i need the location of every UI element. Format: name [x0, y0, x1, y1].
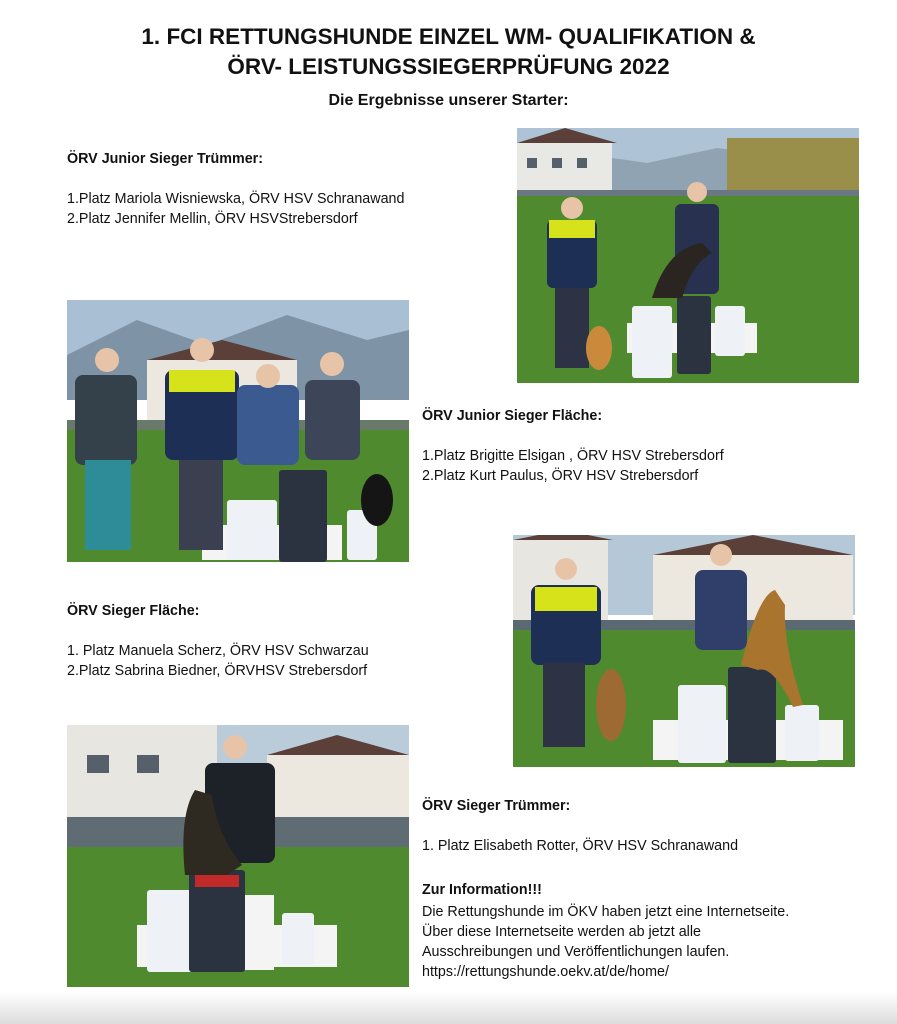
info-line: Die Rettungshunde im ÖKV haben jetzt eine Internetseite. — [422, 904, 790, 920]
section-heading: ÖRV Junior Sieger Fläche: — [422, 408, 603, 424]
photo-junior-truemmer-winners — [517, 128, 859, 383]
result-entry: 2.Platz Kurt Paulus, ÖRV HSV Strebersdorf — [422, 468, 699, 484]
results-subtitle: Die Ergebnisse unserer Starter: — [328, 92, 569, 109]
title-line-2: ÖRV- LEISTUNGSSIEGERPRÜFUNG 2022 — [227, 54, 670, 79]
result-entry: 2.Platz Sabrina Biedner, ÖRVHSV Strebersdorf — [67, 663, 368, 679]
info-line: Über diese Internetseite werden ab jetzt alle — [422, 924, 701, 940]
info-heading: Zur Information!!! — [422, 882, 542, 898]
photo-sieger-truemmer-winner — [67, 725, 409, 987]
photo-sieger-flaeche-winners — [513, 535, 855, 767]
result-entry: 1.Platz Brigitte Elsigan , ÖRV HSV Strebersdorf — [422, 448, 724, 464]
section-sieger-truemmer — [422, 796, 738, 856]
info-line: Ausschreibungen und Veröffentlichungen laufen. — [422, 944, 730, 960]
section-sieger-flaeche — [67, 601, 369, 681]
section-junior-flaeche — [422, 406, 724, 486]
result-entry: 1. Platz Manuela Scherz, ÖRV HSV Schwarzau — [67, 643, 369, 659]
section-heading: ÖRV Sieger Trümmer: — [422, 798, 571, 814]
result-entry: 1. Platz Elisabeth Rotter, ÖRV HSV Schranawand — [422, 838, 739, 854]
result-entry: 1.Platz Mariola Wisniewska, ÖRV HSV Schranawand — [67, 191, 405, 207]
section-junior-truemmer — [67, 149, 404, 229]
result-entry: 2.Platz Jennifer Mellin, ÖRV HSVStrebersdorf — [67, 211, 358, 227]
section-heading: ÖRV Sieger Fläche: — [67, 603, 200, 619]
page-bottom-shadow — [0, 992, 897, 1024]
page-title — [0, 22, 897, 82]
info-link[interactable]: https://rettungshunde.oekv.at/de/home/ — [422, 964, 669, 980]
info-block — [422, 880, 789, 982]
photo-junior-flaeche-winners — [67, 300, 409, 562]
title-line-1: 1. FCI RETTUNGSHUNDE EINZEL WM- QUALIFIKATION & — [141, 24, 756, 49]
section-heading: ÖRV Junior Sieger Trümmer: — [67, 151, 263, 167]
